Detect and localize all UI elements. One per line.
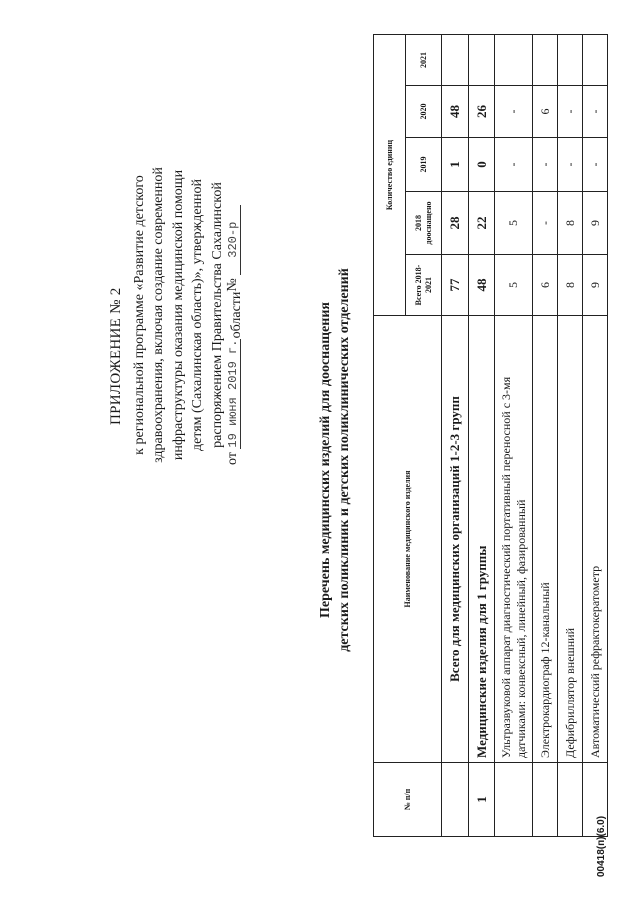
row-2020: -	[495, 86, 533, 138]
row-2018: -	[533, 192, 558, 255]
row-total: 6	[533, 255, 558, 316]
number-label: №	[225, 278, 240, 292]
row-name: Электрокардиограф 12-канальный	[533, 316, 558, 763]
header-2021: 2021	[406, 34, 442, 85]
row-2021	[558, 34, 583, 85]
row-2018: 9	[583, 192, 608, 255]
total-row-2018: 28	[442, 192, 469, 255]
header-2019: 2019	[406, 138, 442, 192]
table-row	[495, 34, 533, 836]
row-2021	[533, 34, 558, 85]
document-title-line1: Перечень медицинских изделий для дооснащения	[318, 302, 333, 618]
row-2018: 8	[558, 192, 583, 255]
approval-number: 320-р	[226, 205, 241, 275]
header-row	[374, 34, 406, 836]
row-2021	[583, 34, 608, 85]
row-total: 5	[495, 255, 533, 316]
group-row-2019: 0	[469, 138, 495, 192]
row-name: Дефибриллятор внешний	[558, 316, 583, 763]
group-row-2021	[469, 34, 495, 85]
row-num	[533, 763, 558, 837]
total-row-2021	[442, 34, 469, 85]
row-total: 9	[583, 255, 608, 316]
row-2018: 5	[495, 192, 533, 255]
total-row-name: Всего для медицинских организаций 1-2-3 групп	[442, 316, 469, 763]
table-row	[558, 34, 583, 836]
preamble-text: к региональной программе «Развитие детского здравоохранения, включая создание современной инфраструктуры оказания медицинской помощи детям (Сахалинская область)», утвержденной распоряжением Правительства Сахалинской области	[132, 167, 245, 463]
header-total: Всего 2018-2021	[406, 255, 442, 316]
row-2020: -	[583, 86, 608, 138]
total-row-num	[442, 763, 469, 837]
row-2020: -	[558, 86, 583, 138]
total-row-2019: 1	[442, 138, 469, 192]
group-row-total: 48	[469, 255, 495, 316]
header-num: № п/п	[374, 763, 442, 837]
row-2021	[495, 34, 533, 85]
appendix-title: ПРИЛОЖЕНИЕ № 2	[108, 287, 124, 425]
group-row-num: 1	[469, 763, 495, 837]
group-row-2020: 26	[469, 86, 495, 138]
header-2018: 2018 дооснащено	[406, 192, 442, 255]
table-row	[533, 34, 558, 836]
group-row-2018: 22	[469, 192, 495, 255]
table-row	[583, 34, 608, 836]
group-row	[469, 34, 495, 836]
row-2020: 6	[533, 86, 558, 138]
document-title-line2: детских поликлиник и детских поликлинических отделений	[337, 268, 352, 652]
document-title	[316, 265, 354, 655]
row-num	[495, 763, 533, 837]
approval-date: 19 июня 2019 г.	[226, 339, 240, 448]
header-2020: 2020	[406, 86, 442, 138]
row-2019: -	[533, 138, 558, 192]
row-name: Автоматический рефрактокератометр	[583, 316, 608, 763]
row-2019: -	[558, 138, 583, 192]
header-name: Наименование медицинского изделия	[374, 316, 442, 763]
group-row-name: Медицинские изделия для 1 группы	[469, 316, 495, 763]
from-label: от	[225, 452, 240, 465]
total-row-total: 77	[442, 255, 469, 316]
equipment-table	[373, 34, 608, 837]
row-num	[558, 763, 583, 837]
footer-form-code: 00418(п)(6.0)	[596, 815, 607, 877]
row-2019: -	[495, 138, 533, 192]
approval-signature-line	[225, 145, 241, 465]
row-total: 8	[558, 255, 583, 316]
total-row	[442, 34, 469, 836]
row-name: Ультразвуковой аппарат диагностический портативный переносной с 3-мя датчиками: конвексный, линейный, фазированный	[495, 316, 533, 763]
row-2019: -	[583, 138, 608, 192]
total-row-2020: 48	[442, 86, 469, 138]
header-quantity: Количество единиц	[374, 34, 406, 315]
